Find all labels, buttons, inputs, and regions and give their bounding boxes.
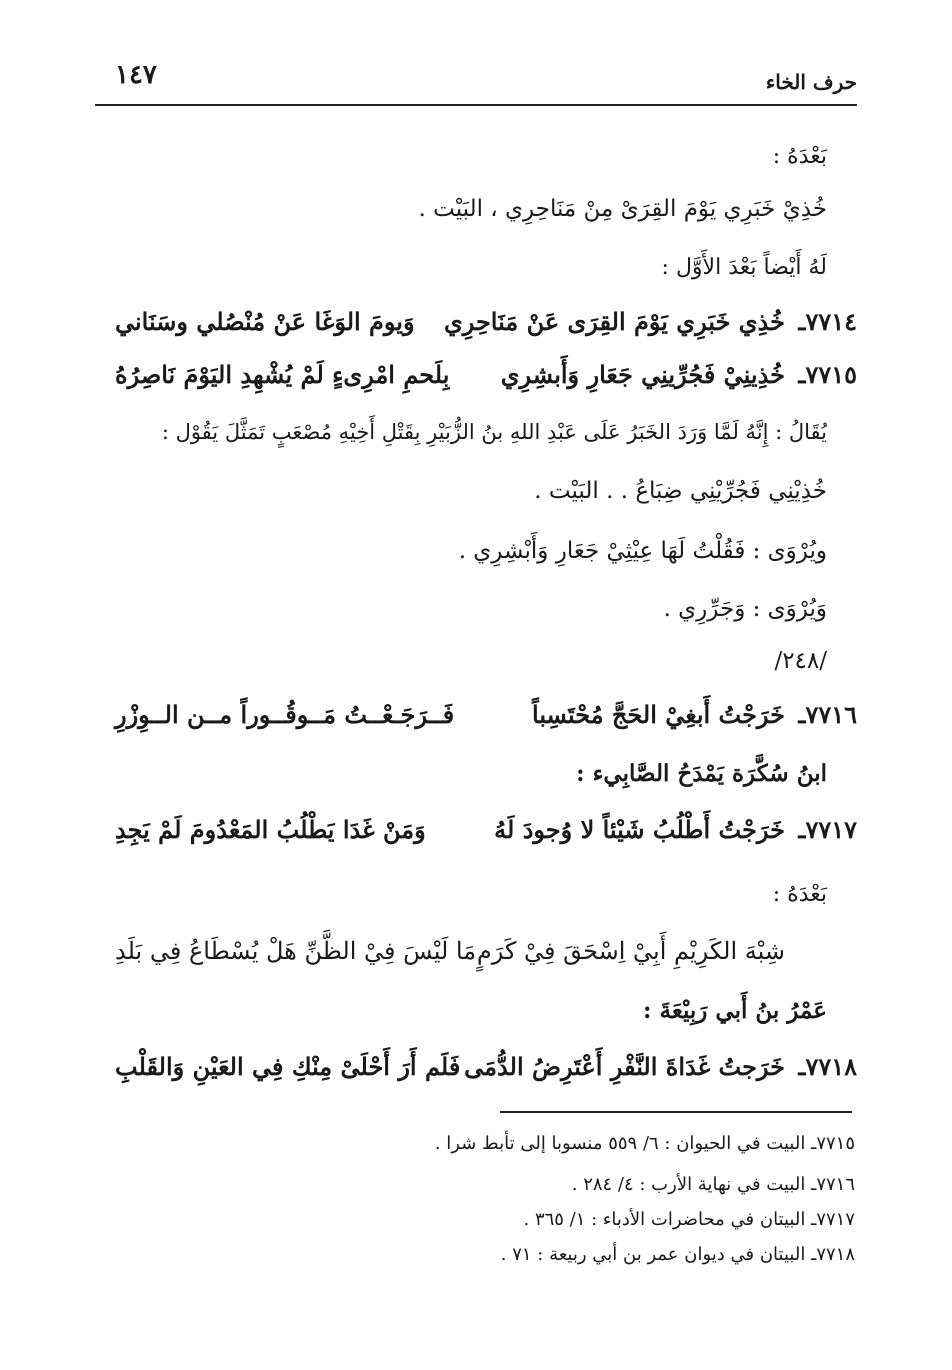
body-line: يُقَالُ : إِنَّهُ لَمَّا وَرَدَ الخَبَرُ عَلَى عَبْدِ اللهِ بنُ الزُّبَيْرِ بِقَتْلِ أَخِيْهِ مُصْعَبٍ تَمَثَّلَ يَقُوْل :: [161, 420, 827, 444]
verse-second-hemistich: بِلَحمِ امْرِىءٍ لَمْ يُشْهِدِ اليَوْمَ نَاصِرُهُ: [115, 360, 450, 389]
verse-number: ٧٧١٥ـ: [798, 360, 857, 389]
body-line: بَعْدَهُ :: [772, 882, 827, 907]
body-line: وَيُرْوَى : وَجَرِّرِي .: [663, 596, 827, 622]
verse-row: [115, 700, 857, 740]
footnote: ٧٧١٥ـ البيت في الحيوان : ٦/ ٥٥٩ منسوبا إلى تأبط شرا .: [434, 1133, 855, 1154]
chapter-title: حرف الخاء: [765, 70, 857, 94]
verse-first-hemistich: خُذِي خَبَرِي يَوْمَ القِرَى عَنْ مَنَاحِرِي: [443, 307, 785, 336]
verse-row: [115, 815, 857, 855]
verse-number: ٧٧١٧ـ: [798, 815, 857, 844]
footnote: ٧٧١٧ـ البيتان في محاضرات الأدباء : ١/ ٣٦٥ .: [523, 1209, 855, 1230]
verse-first-hemistich: خَرَجْتُ أَطْلُبُ شَيْئاً لا وُجودَ لَهُ: [494, 815, 785, 844]
verse-second-hemistich: وَيومَ الوَغَا عَنْ مُنْصُلي وسَنَاني: [115, 307, 415, 336]
body-line: خُذِيْنِي فَجُرِّيْنِي ضِبَاعُ . . البَيْت .: [534, 478, 827, 504]
verse-row: [115, 360, 857, 400]
footnote: ٧٧١٨ـ البيتان في ديوان عمر بن أبي ربيعة : ٧١ .: [500, 1244, 855, 1265]
verse-first-hemistich: خَرَجْتُ أَبغِيْ الحَجَّ مُحْتَسِباً: [532, 700, 785, 729]
body-line: ابنُ سُكَّرَة يَمْدَحُ الصَّابِيء :: [576, 760, 827, 787]
verse-first-hemistich: خُذِينِيْ فَجُرِّينِي جَعَارِ وَأَبشِرِي: [500, 360, 785, 389]
verse-first-hemistich: خَرَجتُ غَدَاةَ النَّفْرِ أَعْتَرِضُ الدُّمَى: [464, 1052, 785, 1081]
verse-row: [115, 1052, 857, 1092]
verse-row: [115, 937, 857, 977]
body-line: عَمْرُ بنُ أَبي رَبِيْعَةَ :: [643, 997, 827, 1024]
body-line: ويُرْوَى : فَقُلْتُ لَهَا عِيْثِيْ جَعَارِ وَأَبْشِرِي .: [458, 538, 827, 564]
verse-row: [115, 307, 857, 347]
body-line: خُذِيْ خَبَرِي يَوْمَ القِرَىْ مِنْ مَنَاحِرِي ، البَيْت .: [418, 196, 827, 222]
verse-second-hemistich: فَــرَجَـعْــتُ مَــوقُــوراً مــن الــوِزْرِ: [115, 700, 455, 729]
manuscript-folio: /٢٤٨/: [774, 648, 827, 674]
verse-second-hemistich: مَا لَيْسَ فِيْ الظَّنِّ هَلْ يُسْطَاعُ فِي بَلَدِ: [115, 937, 477, 965]
page-number: ١٤٧: [115, 60, 157, 90]
footnote-rule: [500, 1111, 852, 1113]
body-line: لَهُ أَيْضاً بَعْدَ الأَوَّل :: [661, 255, 827, 280]
verse-number: ٧٧١٤ـ: [798, 307, 857, 336]
footnote: ٧٧١٦ـ البيت في نهاية الأرب : ٤/ ٢٨٤ .: [571, 1174, 855, 1195]
body-line: بَعْدَهُ :: [772, 144, 827, 169]
header-rule: [95, 104, 857, 106]
verse-second-hemistich: وَمَنْ غَدَا يَطْلُبُ المَعْدُومَ لَمْ يَجِدِ: [115, 815, 426, 844]
verse-second-hemistich: فَلَم أَرَ أَحْلَىْ مِنْكِ فِي العَيْنِ وَالقَلْبِ: [115, 1052, 461, 1081]
verse-first-hemistich: شِبْهَ الكَرِيْمِ أَبِيْ اِسْحَقَ فِيْ كَرَمٍ: [476, 937, 785, 965]
verse-number: ٧٧١٨ـ: [798, 1052, 857, 1081]
verse-number: ٧٧١٦ـ: [798, 700, 857, 729]
